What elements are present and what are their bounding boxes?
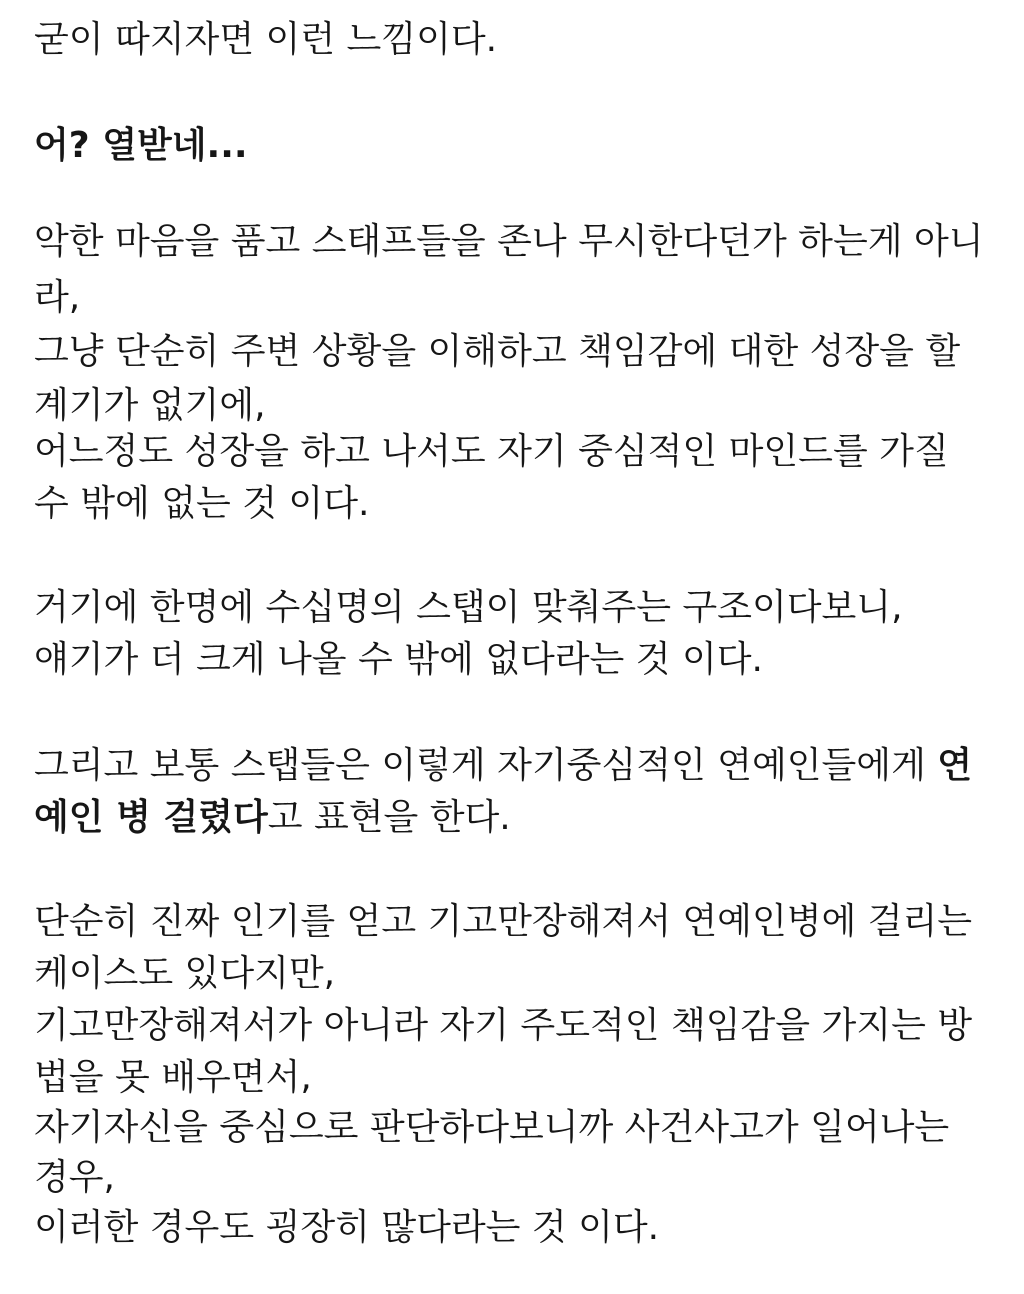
text-segment: 그리고 보통 스탭들은 이렇게 자기중심적인 연예인들에게 xyxy=(34,745,938,786)
text-line: 수 밖에 없는 것 이다. xyxy=(34,483,370,524)
text-line: 라, xyxy=(34,277,81,318)
text-line: 계기가 없기에, xyxy=(34,385,266,426)
text-line: 거기에 한명에 수십명의 스탭이 맞춰주는 구조이다보니, xyxy=(34,587,903,628)
text-line: 법을 못 배우면서, xyxy=(34,1057,312,1098)
text-line: 기고만장해져서가 아니라 자기 주도적인 책임감을 가지는 방 xyxy=(34,1005,973,1046)
text-line: 그냥 단순히 주변 상황을 이해하고 책임감에 대한 성장을 할 xyxy=(34,331,961,372)
text-line: 단순히 진짜 인기를 얻고 기고만장해져서 연예인병에 걸리는 xyxy=(34,901,973,942)
text-line: 얘기가 더 크게 나올 수 밖에 없다라는 것 이다. xyxy=(34,639,763,680)
text-line: 자기자신을 중심으로 판단하다보니까 사건사고가 일어나는 xyxy=(34,1107,950,1148)
text-line: 경우, xyxy=(34,1157,115,1198)
text-line: 악한 마음을 품고 스태프들을 존나 무시한다던가 하는게 아니 xyxy=(34,221,984,262)
text-line: 이러한 경우도 굉장히 많다라는 것 이다. xyxy=(34,1207,660,1248)
bold-text-segment: 연 xyxy=(937,745,973,786)
text-line: 어느정도 성장을 하고 나서도 자기 중심적인 마인드를 가질 xyxy=(34,431,949,472)
text-line xyxy=(34,790,511,846)
bold-text-line: 어? 열받네... xyxy=(34,125,248,166)
text-line xyxy=(34,738,972,794)
text-line: 굳이 따지자면 이런 느낌이다. xyxy=(34,19,498,60)
bold-text-segment: 예인 병 걸렸다 xyxy=(34,797,268,838)
text-line: 케이스도 있다지만, xyxy=(34,953,336,994)
text-segment: 고 표현을 한다. xyxy=(267,797,511,838)
